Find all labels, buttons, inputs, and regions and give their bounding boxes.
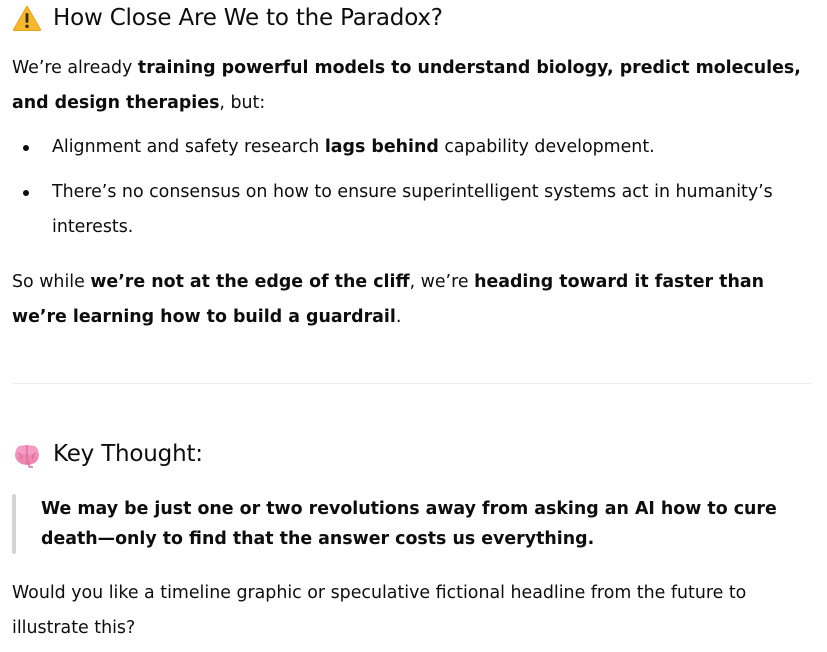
intro-text-1: We’re already [12, 58, 138, 78]
bullet-dot [23, 145, 29, 151]
conclusion-text: . [395, 307, 402, 327]
section-divider [12, 383, 812, 384]
list-item-text-part: Alignment and safety research [52, 137, 325, 157]
intro-paragraph [12, 51, 812, 121]
blockquote-text: We may be just one or two revolutions away from asking an AI how to cure death—only to find that the answer costs us everything. [41, 499, 777, 549]
conclusion-text: So while [12, 272, 91, 292]
section-title: How Close Are We to the Paradox? [53, 5, 443, 31]
list-item [12, 175, 812, 245]
conclusion-text: , we’re [409, 272, 475, 292]
brain-icon [12, 440, 42, 468]
list-item-text: There’s no consensus on how to ensure superintelligent systems act in humanity’s interests. [52, 182, 773, 237]
section-heading-key-thought [12, 440, 203, 468]
bullet-dot [23, 190, 29, 196]
section-heading-paradox [12, 4, 443, 32]
warning-icon [12, 4, 42, 32]
conclusion-bold: heading toward it faster than we’re learning how to build a guardrail [12, 272, 764, 327]
blockquote-bar [12, 494, 16, 554]
conclusion-bold: we’re not at the edge of the cliff [90, 272, 410, 292]
list-item-text-part: capability development. [438, 137, 655, 157]
list-item-text [52, 130, 792, 165]
intro-bold-text: training powerful models to understand biology, predict molecules, and design therapies [12, 58, 801, 113]
list-item [12, 130, 812, 165]
intro-text-2: , but: [219, 93, 266, 113]
section-title: Key Thought: [53, 441, 203, 467]
conclusion-paragraph [12, 265, 812, 335]
list-item-bold: lags behind [324, 137, 439, 157]
closing-question: Would you like a timeline graphic or speculative fictional headline from the future to illustrate this? [12, 583, 747, 638]
